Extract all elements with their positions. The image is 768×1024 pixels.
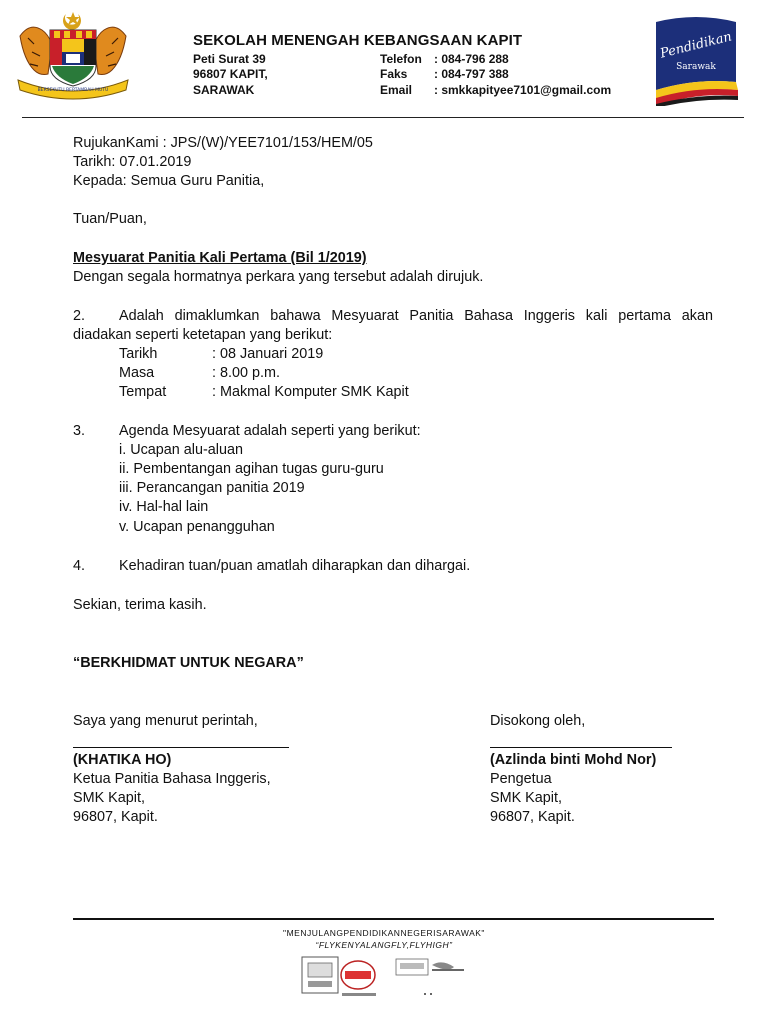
agenda-item-1: i. Ucapan alu-aluan — [119, 442, 243, 458]
right-signature-line — [490, 747, 672, 748]
badge-line-2: Sarawak — [676, 62, 716, 72]
para4-text: Kehadiran tuan/puan amatlah diharapkan dan dihargai. — [119, 558, 471, 574]
fax-label: Faks — [380, 67, 408, 81]
fax-value: : 084-797 388 — [434, 67, 509, 81]
detail-label-time: Masa — [119, 365, 155, 381]
para4-number: 4. — [73, 558, 86, 574]
agenda-item-4: iv. Hal-hal lain — [119, 499, 209, 515]
address-line-1: Peti Surat 39 — [193, 52, 266, 66]
national-slogan: “BERKHIDMAT UNTUK NEGARA” — [73, 655, 304, 671]
letter-date: Tarikh: 07.01.2019 — [73, 154, 192, 170]
email-label: Email — [380, 83, 413, 97]
badge-line-1: Pendidikan — [658, 29, 734, 62]
school-name: SEKOLAH MENENGAH KEBANGSAAN KAPIT — [193, 32, 523, 49]
detail-value-date: : 08 Januari 2019 — [212, 346, 324, 362]
left-signer-school: SMK Kapit, — [73, 790, 145, 806]
phone-label: Telefon — [380, 52, 422, 66]
right-signer-school: SMK Kapit, — [490, 790, 562, 806]
right-signer-name: (Azlinda binti Mohd Nor) — [490, 752, 657, 768]
left-signer-name: (KHATIKA HO) — [73, 752, 172, 768]
right-signer-title: Pengetua — [490, 771, 552, 787]
para2-number: 2. — [73, 308, 86, 324]
address-line-2: 96807 KAPIT, — [193, 67, 268, 81]
detail-label-date: Tarikh — [119, 346, 158, 362]
agenda-item-5: v. Ucapan penangguhan — [119, 519, 275, 535]
agenda-item-3: iii. Perancangan panitia 2019 — [119, 480, 305, 496]
agenda-item-2: ii. Pembentangan agihan tugas guru-guru — [119, 461, 384, 477]
header-divider — [22, 117, 744, 118]
detail-label-venue: Tempat — [119, 384, 167, 400]
left-signer-postcode: 96807, Kapit. — [73, 809, 158, 825]
footer-motto-1: "MENJULANGPENDIDIKANNEGERISARAWAK" — [283, 928, 485, 938]
left-sign-intro: Saya yang menurut perintah, — [73, 713, 258, 729]
coat-of-arms-icon — [14, 8, 132, 100]
certification-logos — [300, 955, 470, 1001]
right-signer-postcode: 96807, Kapit. — [490, 809, 575, 825]
address-line-3: SARAWAK — [193, 83, 255, 97]
recipient: Kepada: Semua Guru Panitia, — [73, 173, 265, 189]
detail-value-venue: : Makmal Komputer SMK Kapit — [212, 384, 409, 400]
intro-sentence: Dengan segala hormatnya perkara yang tersebut adalah dirujuk. — [73, 269, 484, 285]
letter-subject: Mesyuarat Panitia Kali Pertama (Bil 1/2019) — [73, 250, 367, 266]
closing-line: Sekian, terima kasih. — [73, 597, 207, 613]
para2-line1: Adalah dimaklumkan bahawa Mesyuarat Panitia Bahasa Inggeris kali pertama akan — [119, 308, 713, 324]
para2-line2: diadakan seperti ketetapan yang berikut: — [73, 327, 333, 343]
footer-motto-2: “FLYKENYALANGFLY,FLYHIGH” — [315, 940, 453, 950]
reference-number: RujukanKami : JPS/(W)/YEE7101/153/HEM/05 — [73, 135, 373, 151]
para3-number: 3. — [73, 423, 86, 439]
right-sign-intro: Disokong oleh, — [490, 713, 586, 729]
email-value: : smkkapityee7101@gmail.com — [434, 83, 612, 97]
left-signature-line — [73, 747, 289, 748]
detail-value-time: : 8.00 p.m. — [212, 365, 280, 381]
para3-text: Agenda Mesyuarat adalah seperti yang berikut: — [119, 423, 421, 439]
footer-divider — [73, 918, 714, 920]
left-signer-title: Ketua Panitia Bahasa Inggeris, — [73, 771, 271, 787]
svg-text:BERSEKUTU BERTAMBAH MUTU: BERSEKUTU BERTAMBAH MUTU — [37, 88, 109, 93]
pendidikan-sarawak-logo — [652, 16, 740, 106]
phone-value: : 084-796 288 — [434, 52, 509, 66]
salutation: Tuan/Puan, — [73, 211, 147, 227]
